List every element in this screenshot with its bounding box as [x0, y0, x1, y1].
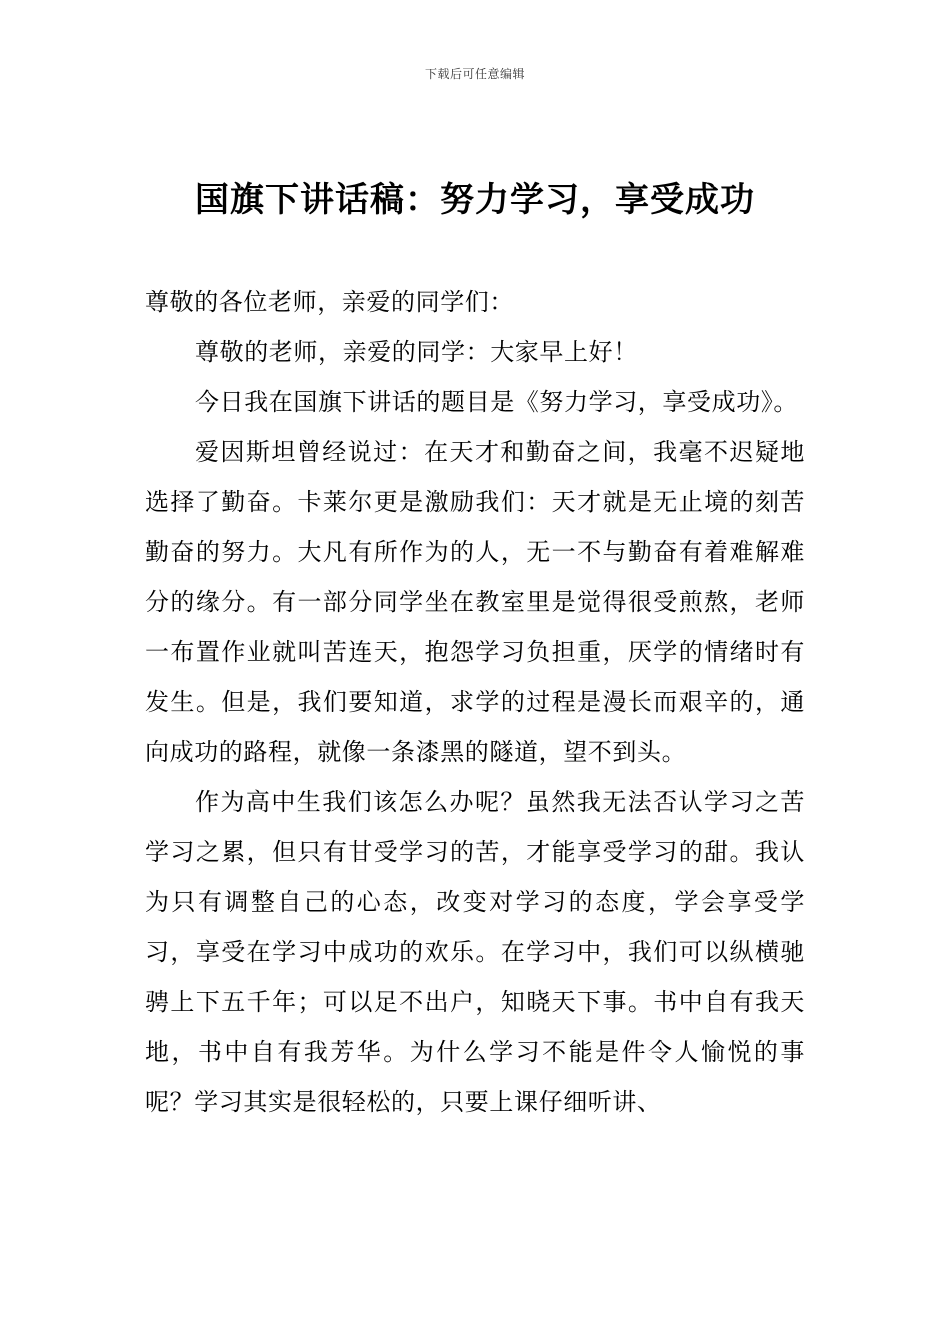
document-body — [145, 277, 805, 1127]
document-title: 国旗下讲话稿：努力学习，享受成功 — [195, 180, 755, 220]
header-note: 下载后可任意编辑 — [424, 67, 525, 81]
paragraph-diligence: 爱因斯坦曾经说过：在天才和勤奋之间，我毫不迟疑地选择了勤奋。卡莱尔更是激励我们：天才就是无止境的刻苦勤奋的努力。大凡有所作为的人，无一不与勤奋有着难解难分的缘分。有一部分同学坐在教室里是觉得很受煎熬，老师一布置作业就叫苦连天，抱怨学习负担重，厌学的情绪时有发生。但是，我们要知道，求学的过程是漫长而艰辛的，通向成功的路程，就像一条漆黑的隧道，望不到头。 — [145, 438, 805, 766]
paragraph-topic: 今日我在国旗下讲话的题目是《努力学习，享受成功》。 — [195, 388, 798, 416]
paragraph-greeting: 尊敬的老师，亲爱的同学：大家早上好！ — [195, 338, 638, 366]
salutation: 尊敬的各位老师，亲爱的同学们： — [145, 288, 514, 316]
paragraph-enjoy-learning: 作为高中生我们该怎么办呢？虽然我无法否认学习之苦学习之累，但只有甘受学习的苦，才能享受学习的甜。我认为只有调整自己的心态，改变对学习的态度，学会享受学习，享受在学习中成功的欢乐。在学习中，我们可以纵横驰骋上下五千年；可以足不出户，知晓天下事。书中自有我天地，书中自有我芳华。为什么学习不能是件令人愉悦的事呢？学习其实是很轻松的，只要上课仔细听讲、 — [145, 788, 805, 1116]
